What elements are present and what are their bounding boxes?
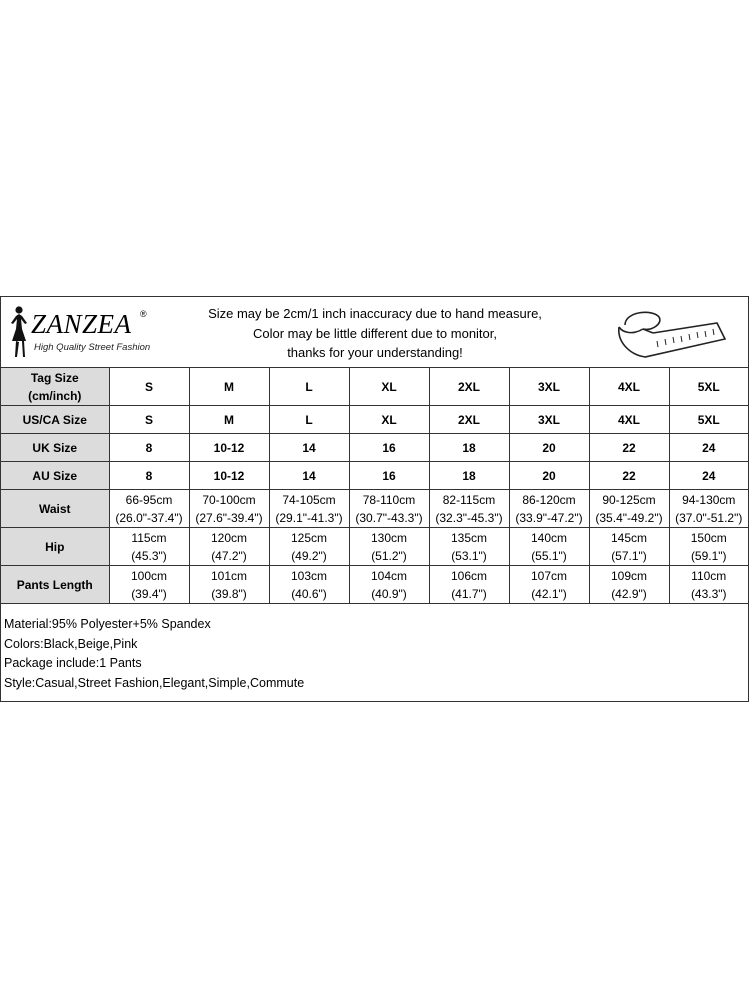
row-label: UK Size bbox=[1, 434, 109, 462]
table-cell: 66-95cm (26.0"-37.4") bbox=[109, 490, 189, 528]
table-row bbox=[1, 434, 748, 462]
table-cell: L bbox=[269, 406, 349, 434]
table-cell: 74-105cm (29.1"-41.3") bbox=[269, 490, 349, 528]
registered-mark: ® bbox=[140, 309, 147, 319]
brand-name: ZANZEA bbox=[31, 309, 132, 339]
table-cell: 110cm (43.3") bbox=[669, 566, 748, 604]
table-cell: 10-12 bbox=[189, 462, 269, 490]
table-cell: 101cm (39.8") bbox=[189, 566, 269, 604]
table-cell: 125cm (49.2") bbox=[269, 528, 349, 566]
measuring-tape-icon bbox=[613, 303, 733, 363]
table-cell: 150cm (59.1") bbox=[669, 528, 748, 566]
table-cell: 4XL bbox=[589, 406, 669, 434]
table-cell: 109cm (42.9") bbox=[589, 566, 669, 604]
table-cell: 94-130cm (37.0"-51.2") bbox=[669, 490, 748, 528]
table-cell: 14 bbox=[269, 462, 349, 490]
table-cell: 5XL bbox=[669, 406, 748, 434]
table-cell: L bbox=[269, 368, 349, 406]
table-cell: XL bbox=[349, 406, 429, 434]
table-cell: 115cm (45.3") bbox=[109, 528, 189, 566]
info-material: Material:95% Polyester+5% Spandex bbox=[4, 617, 211, 631]
info-style: Style:Casual,Street Fashion,Elegant,Simple,Commute bbox=[4, 675, 305, 690]
table-cell: 130cm (51.2") bbox=[349, 528, 429, 566]
chart-header bbox=[1, 297, 748, 368]
table-cell: 70-100cm (27.6"-39.4") bbox=[189, 490, 269, 528]
size-table bbox=[1, 367, 748, 604]
table-row bbox=[1, 406, 748, 434]
table-cell: 5XL bbox=[669, 368, 748, 406]
row-label: Pants Length bbox=[1, 566, 109, 604]
table-row bbox=[1, 566, 748, 604]
table-cell: 20 bbox=[509, 434, 589, 462]
table-cell: 106cm (41.7") bbox=[429, 566, 509, 604]
table-cell: S bbox=[109, 406, 189, 434]
table-cell: 18 bbox=[429, 434, 509, 462]
row-label: Waist bbox=[1, 490, 109, 528]
table-cell: 8 bbox=[109, 462, 189, 490]
table-cell: 145cm (57.1") bbox=[589, 528, 669, 566]
table-cell: 2XL bbox=[429, 368, 509, 406]
table-cell: 120cm (47.2") bbox=[189, 528, 269, 566]
table-cell: 90-125cm (35.4"-49.2") bbox=[589, 490, 669, 528]
notice-line: Color may be little different due to monitor, bbox=[253, 325, 497, 341]
table-row bbox=[1, 528, 748, 566]
table-cell: 22 bbox=[589, 462, 669, 490]
table-cell: 140cm (55.1") bbox=[509, 528, 589, 566]
woman-silhouette-icon bbox=[7, 305, 33, 361]
notice-line: Size may be 2cm/1 inch inaccuracy due to hand measure, bbox=[208, 306, 542, 321]
info-colors: Colors:Black,Beige,Pink bbox=[4, 636, 138, 651]
table-cell: 4XL bbox=[589, 368, 669, 406]
table-cell: 107cm (42.1") bbox=[509, 566, 589, 604]
table-row bbox=[1, 490, 748, 528]
size-chart bbox=[0, 296, 749, 702]
table-cell: 78-110cm (30.7"-43.3") bbox=[349, 490, 429, 528]
table-cell: 22 bbox=[589, 434, 669, 462]
table-cell: 3XL bbox=[509, 406, 589, 434]
table-cell: 14 bbox=[269, 434, 349, 462]
table-cell: XL bbox=[349, 368, 429, 406]
info-package: Package include:1 Pants bbox=[4, 656, 142, 670]
table-cell: 18 bbox=[429, 462, 509, 490]
product-info bbox=[4, 615, 304, 693]
brand-tagline: High Quality Street Fashion bbox=[34, 342, 151, 353]
table-cell: 82-115cm (32.3"-45.3") bbox=[429, 490, 509, 528]
table-cell: 10-12 bbox=[189, 434, 269, 462]
table-cell: 135cm (53.1") bbox=[429, 528, 509, 566]
brand-logo bbox=[7, 305, 157, 361]
table-cell: 3XL bbox=[509, 368, 589, 406]
table-cell: 20 bbox=[509, 462, 589, 490]
table-cell: 103cm (40.6") bbox=[269, 566, 349, 604]
notice-line: thanks for your understanding! bbox=[287, 345, 463, 360]
table-cell: 24 bbox=[669, 462, 748, 490]
table-cell: 8 bbox=[109, 434, 189, 462]
row-label: US/CA Size bbox=[1, 406, 109, 434]
table-cell: S bbox=[109, 368, 189, 406]
table-cell: 24 bbox=[669, 434, 748, 462]
table-row bbox=[1, 368, 748, 406]
row-label: Hip bbox=[1, 528, 109, 566]
table-cell: M bbox=[189, 368, 269, 406]
table-cell: M bbox=[189, 406, 269, 434]
measurement-notice bbox=[161, 304, 589, 363]
table-cell: 86-120cm (33.9"-47.2") bbox=[509, 490, 589, 528]
table-row bbox=[1, 462, 748, 490]
table-cell: 16 bbox=[349, 434, 429, 462]
row-label: AU Size bbox=[1, 462, 109, 490]
row-label: Tag Size (cm/inch) bbox=[1, 368, 109, 406]
table-cell: 2XL bbox=[429, 406, 509, 434]
table-cell: 104cm (40.9") bbox=[349, 566, 429, 604]
table-cell: 100cm (39.4") bbox=[109, 566, 189, 604]
table-cell: 16 bbox=[349, 462, 429, 490]
